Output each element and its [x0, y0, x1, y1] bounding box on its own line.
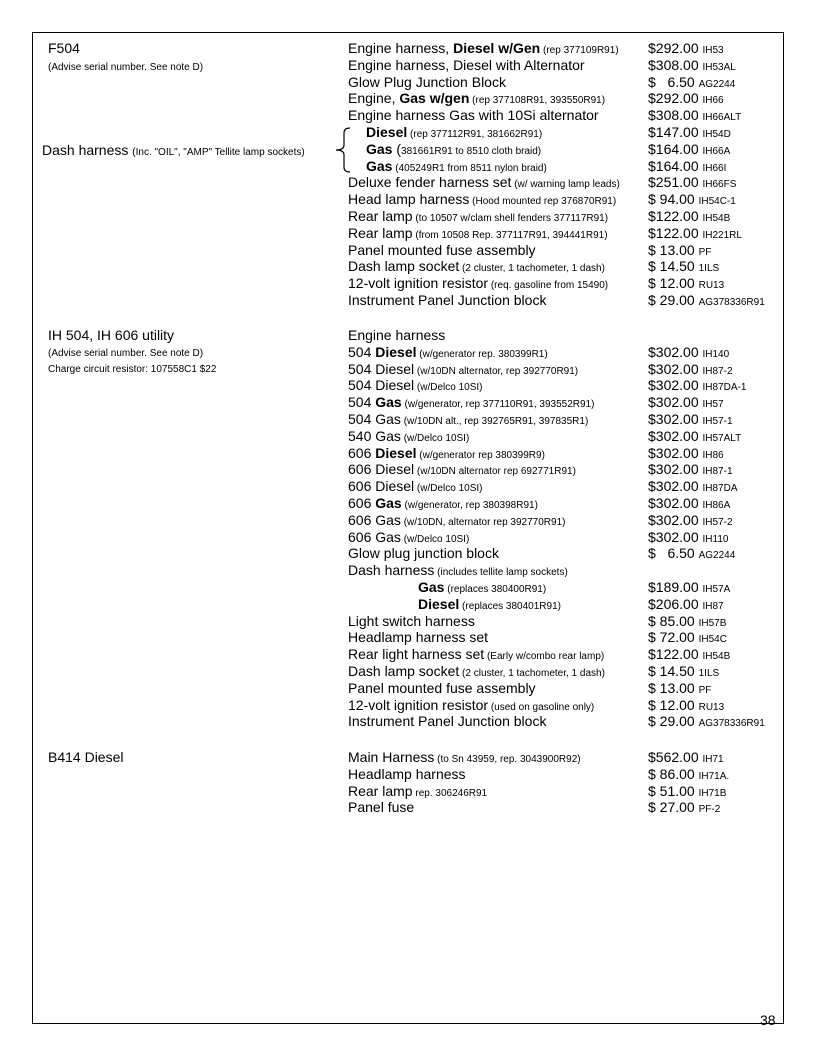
part-code: IH71B: [698, 787, 727, 799]
part-name: Gas: [366, 140, 393, 157]
price-value: $251.00: [648, 174, 703, 191]
part-description: [348, 57, 585, 74]
part-note: (405249R1 from 8511 nylon braid): [392, 162, 547, 174]
part-name: 504: [348, 343, 376, 360]
price-value: $ 6.50: [648, 73, 699, 90]
price-value: $ 86.00: [648, 765, 699, 782]
price-value: $302.00: [648, 377, 703, 394]
dash-harness-label: [42, 142, 305, 158]
part-name: 12-volt ignition resistor: [348, 275, 489, 292]
price-value: $292.00: [648, 40, 703, 56]
part-name: 606 Diesel: [348, 478, 415, 495]
part-row: [348, 124, 788, 141]
part-name: Dash lamp socket: [348, 258, 460, 275]
part-note: (Early w/combo rear lamp): [484, 651, 605, 663]
price-value: $ 14.50: [648, 663, 699, 679]
part-name: Diesel: [375, 444, 417, 461]
price-value: $ 27.00: [648, 799, 699, 816]
part-row: [348, 495, 788, 512]
part-description: [348, 766, 466, 783]
part-name: 504 Diesel: [348, 377, 415, 394]
part-code: IH87: [702, 600, 724, 612]
part-name: Diesel w/Gen: [453, 40, 541, 56]
price-value: $302.00: [648, 394, 703, 411]
part-note: rep. 306246R91: [412, 787, 488, 799]
price-value: $302.00: [648, 411, 703, 427]
part-name: 606: [348, 495, 376, 511]
part-code: IH71: [702, 754, 724, 765]
part-code: AG2244: [698, 550, 736, 562]
part-row: [348, 579, 788, 596]
part-note: (w/10DN alternator, rep 392770R91): [414, 365, 579, 377]
part-code: 1ILS: [698, 668, 720, 679]
part-row: [348, 242, 788, 259]
part-note: (used on gasoline only): [488, 701, 595, 713]
price-value: $206.00: [648, 595, 703, 612]
part-row: [348, 292, 788, 309]
price-value: $ 85.00: [648, 612, 699, 629]
part-name: 504 Diesel: [348, 360, 415, 377]
part-row: [348, 327, 788, 344]
price-value: $147.00: [648, 124, 703, 140]
part-row: [348, 141, 788, 158]
part-description: [348, 74, 506, 91]
part-code: IH87-2: [702, 365, 733, 377]
part-row: [348, 57, 788, 74]
price-value: $292.00: [648, 90, 703, 107]
part-description: [348, 799, 414, 816]
part-row: [348, 411, 788, 428]
price-value: $ 29.00: [648, 292, 699, 308]
part-note: (Hood mounted rep 376870R91): [469, 196, 617, 208]
part-name: Diesel: [418, 595, 460, 612]
part-row: [348, 74, 788, 91]
part-code: PF-2: [698, 804, 721, 816]
price-value: $302.00: [648, 444, 703, 461]
model-heading-ih504-ih606: IH 504, IH 606 utility: [48, 327, 175, 343]
part-row: [348, 344, 788, 361]
part-name: Deluxe fender harness set: [348, 174, 512, 191]
part-description: [348, 292, 546, 309]
part-code: IH53: [702, 45, 724, 56]
part-name: Panel fuse: [348, 799, 415, 816]
part-name: Head lamp harness: [348, 191, 470, 208]
part-price: [648, 713, 765, 732]
part-name: Gas w/gen: [399, 90, 470, 107]
part-row: [348, 225, 788, 242]
price-value: $189.00: [648, 579, 703, 595]
price-value: $ 13.00: [648, 679, 699, 696]
part-note: (2 cluster, 1 tachometer, 1 dash): [459, 668, 605, 679]
part-row: [348, 478, 788, 495]
part-row: [348, 208, 788, 225]
part-row: [348, 529, 788, 546]
part-note: (w/10DN alt., rep 392765R91, 397835R1): [400, 416, 589, 427]
part-note: (w/Delco 10SI): [414, 382, 483, 394]
price-value: $302.00: [648, 528, 703, 545]
part-code: IH86A: [702, 500, 731, 511]
part-name: 606 Gas: [348, 511, 401, 528]
part-code: IH57B: [698, 617, 727, 629]
part-code: IH87DA-1: [702, 382, 747, 394]
part-code: IH140: [702, 348, 730, 360]
part-price: [648, 292, 765, 311]
price-value: $122.00: [648, 208, 703, 224]
part-row: [348, 680, 788, 697]
part-description: [348, 327, 445, 344]
price-value: $ 29.00: [648, 713, 699, 730]
part-note: (rep 377109R91): [540, 45, 619, 56]
part-row: [348, 461, 788, 478]
part-note: (w/generator, rep 380398R91): [401, 500, 538, 511]
part-code: IH110: [702, 533, 729, 545]
part-note: (replaces 380400R91): [444, 584, 547, 595]
part-note: (w/generator rep 380399R9): [416, 449, 545, 461]
part-note: (rep 377112R91, 381662R91): [407, 129, 543, 140]
dash-harness-title: Dash harness: [42, 142, 129, 158]
part-row: [348, 191, 788, 208]
model-heading-f504: F504: [48, 40, 80, 56]
part-row: [348, 783, 788, 800]
part-code: IH87DA: [702, 483, 738, 495]
part-name: 504: [348, 394, 376, 411]
charge-resistor-note: Charge circuit resistor: 107558C1 $22: [48, 364, 217, 375]
part-code: IH54B: [702, 651, 731, 663]
part-row: [348, 275, 788, 292]
part-name: Rear light harness set: [348, 646, 485, 663]
part-name: Dash harness: [348, 562, 435, 579]
part-name: Light switch harness: [348, 612, 475, 629]
part-row: [348, 799, 788, 816]
part-description: [348, 613, 475, 630]
part-name: 12-volt ignition resistor: [348, 696, 489, 713]
part-code: IH54B: [702, 213, 731, 224]
part-note: (rep 377108R91, 393550R91): [469, 95, 606, 107]
part-note: (to 10507 w/clam shell fenders 377117R91): [412, 213, 609, 224]
part-code: IH53AL: [702, 61, 736, 73]
part-row: [348, 90, 788, 107]
part-name: Glow plug junction block: [348, 545, 499, 562]
price-value: $122.00: [648, 646, 703, 663]
part-code: PF: [698, 684, 712, 696]
part-name: Headlamp harness: [348, 765, 466, 782]
part-code: 1ILS: [698, 263, 720, 275]
part-name: Instrument Panel Junction block: [348, 713, 547, 730]
part-note: (includes tellite lamp sockets): [434, 567, 568, 579]
part-name: Engine harness: [348, 327, 446, 343]
part-code: IH54C-1: [698, 196, 736, 208]
part-description: [348, 680, 536, 697]
price-value: $562.00: [648, 749, 703, 765]
part-description: [348, 242, 536, 259]
part-code: IH57-2: [702, 516, 733, 528]
price-value: $302.00: [648, 427, 703, 444]
part-name: Rear lamp: [348, 782, 413, 799]
part-name: Headlamp harness set: [348, 629, 489, 646]
part-code: IH57ALT: [702, 432, 742, 444]
part-description: [348, 545, 499, 562]
part-description: [348, 713, 546, 730]
price-value: $ 14.50: [648, 258, 699, 275]
part-name: Rear lamp: [348, 224, 413, 241]
part-code: AG378336R91: [698, 297, 765, 308]
part-note: (w/ warning lamp leads): [511, 179, 620, 191]
part-row: [348, 40, 788, 57]
part-row: [348, 749, 788, 766]
part-name: Panel mounted fuse assembly: [348, 679, 536, 696]
part-note: 381661R91 to 8510 cloth braid): [401, 145, 542, 157]
part-note: (2 cluster, 1 tachometer, 1 dash): [459, 263, 605, 275]
part-row: [348, 562, 788, 579]
price-value: $302.00: [648, 360, 703, 377]
part-code: AG2244: [698, 78, 736, 90]
part-name: Gas: [418, 579, 445, 595]
price-value: $302.00: [648, 343, 703, 360]
price-value: $122.00: [648, 224, 703, 241]
part-name: Gas: [375, 394, 402, 411]
part-code: IH66ALT: [702, 112, 742, 124]
part-name: 606 Gas: [348, 528, 401, 545]
part-code: IH54C: [698, 634, 727, 646]
part-name: Glow Plug Junction Block: [348, 73, 506, 90]
price-value: $164.00: [648, 157, 703, 174]
part-row: [348, 596, 788, 613]
part-code: IH66FS: [702, 179, 737, 191]
price-value: $302.00: [648, 511, 703, 528]
part-code: IH57-1: [702, 416, 733, 427]
part-note: (w/generator rep. 380399R1): [416, 348, 548, 360]
part-row: [348, 663, 788, 680]
part-note: (from 10508 Rep. 377117R91, 394441R91): [412, 229, 608, 241]
part-price: [648, 799, 720, 818]
part-name: Gas: [375, 495, 402, 511]
part-name: Diesel: [366, 124, 408, 140]
part-name: 606: [348, 444, 376, 461]
part-row: [348, 512, 788, 529]
price-value: $308.00: [648, 56, 703, 73]
price-value: $ 72.00: [648, 629, 699, 646]
part-code: IH54D: [702, 129, 731, 140]
part-note: (w/generator, rep 377110R91, 393552R91): [401, 399, 595, 411]
part-code: IH87-1: [702, 466, 733, 478]
part-note: (w/Delco 10SI): [400, 533, 470, 545]
part-row: [348, 377, 788, 394]
part-code: RU13: [698, 701, 725, 713]
part-name: Rear lamp: [348, 208, 413, 224]
part-row: [348, 394, 788, 411]
price-value: $308.00: [648, 107, 703, 124]
part-row: [348, 629, 788, 646]
part-row: [348, 646, 788, 663]
price-value: $302.00: [648, 478, 703, 495]
part-name: Engine harness, Diesel with Alternator: [348, 56, 585, 73]
part-code: IH57: [702, 399, 724, 411]
part-name: Engine,: [348, 90, 400, 107]
part-note: (to Sn 43959, rep. 3043900R92): [434, 754, 581, 765]
price-value: $164.00: [648, 140, 703, 157]
part-code: RU13: [698, 280, 725, 292]
dash-harness-note: (Inc. "OIL", "AMP" Tellite lamp sockets): [132, 147, 305, 158]
part-description: [348, 107, 599, 124]
part-row: [348, 158, 788, 175]
part-row: [348, 545, 788, 562]
price-value: $ 94.00: [648, 191, 699, 208]
price-value: $302.00: [648, 495, 703, 511]
part-description: [348, 629, 488, 646]
part-code: IH57A: [702, 584, 731, 595]
page-number: 38: [760, 1012, 776, 1028]
price-value: $ 12.00: [648, 275, 699, 292]
part-row: [348, 713, 788, 730]
price-value: $ 12.00: [648, 696, 699, 713]
part-row: [348, 107, 788, 124]
part-code: PF: [698, 246, 712, 258]
part-name: (: [392, 140, 402, 157]
part-name: Main Harness: [348, 749, 435, 765]
part-code: IH221RL: [702, 229, 742, 241]
part-row: [348, 361, 788, 378]
part-row: [348, 766, 788, 783]
part-row: [348, 428, 788, 445]
part-code: IH86: [702, 449, 724, 461]
part-code: IH66: [702, 95, 724, 107]
price-value: $302.00: [648, 461, 703, 478]
part-code: IH66I: [702, 162, 727, 174]
model-note: (Advise serial number. See note D): [48, 348, 204, 359]
part-row: [348, 613, 788, 630]
part-note: (req. gasoline from 15490): [488, 280, 609, 292]
part-name: Gas: [366, 157, 393, 174]
part-code: IH66A: [702, 145, 731, 157]
part-name: Instrument Panel Junction block: [348, 292, 547, 308]
model-note: (Advise serial number. See note D): [48, 62, 204, 73]
part-row: [348, 697, 788, 714]
part-name: 540 Gas: [348, 427, 401, 444]
price-value: $ 13.00: [648, 241, 699, 258]
model-heading-b414: B414 Diesel: [48, 749, 124, 765]
part-name: 606 Diesel: [348, 461, 415, 478]
part-name: Engine harness Gas with 10Si alternator: [348, 107, 599, 124]
part-name: Panel mounted fuse assembly: [348, 241, 536, 258]
part-name: Diesel: [375, 343, 417, 360]
price-value: $ 51.00: [648, 782, 699, 799]
part-name: 504 Gas: [348, 411, 401, 427]
part-row: [348, 445, 788, 462]
part-note: (replaces 380401R91): [459, 600, 561, 612]
part-name: Engine harness,: [348, 40, 454, 56]
price-value: $ 6.50: [648, 545, 699, 562]
part-code: AG378336R91: [698, 718, 765, 730]
part-note: (w/10DN, alternator rep 392770R91): [400, 516, 566, 528]
part-row: [348, 258, 788, 275]
part-row: [348, 174, 788, 191]
part-code: IH71A.: [698, 770, 730, 782]
part-name: Dash lamp socket: [348, 663, 460, 679]
part-note: (w/Delco 10SI): [414, 483, 483, 495]
part-note: (w/Delco 10SI): [400, 432, 470, 444]
part-note: (w/10DN alternator rep 692771R91): [414, 466, 576, 478]
